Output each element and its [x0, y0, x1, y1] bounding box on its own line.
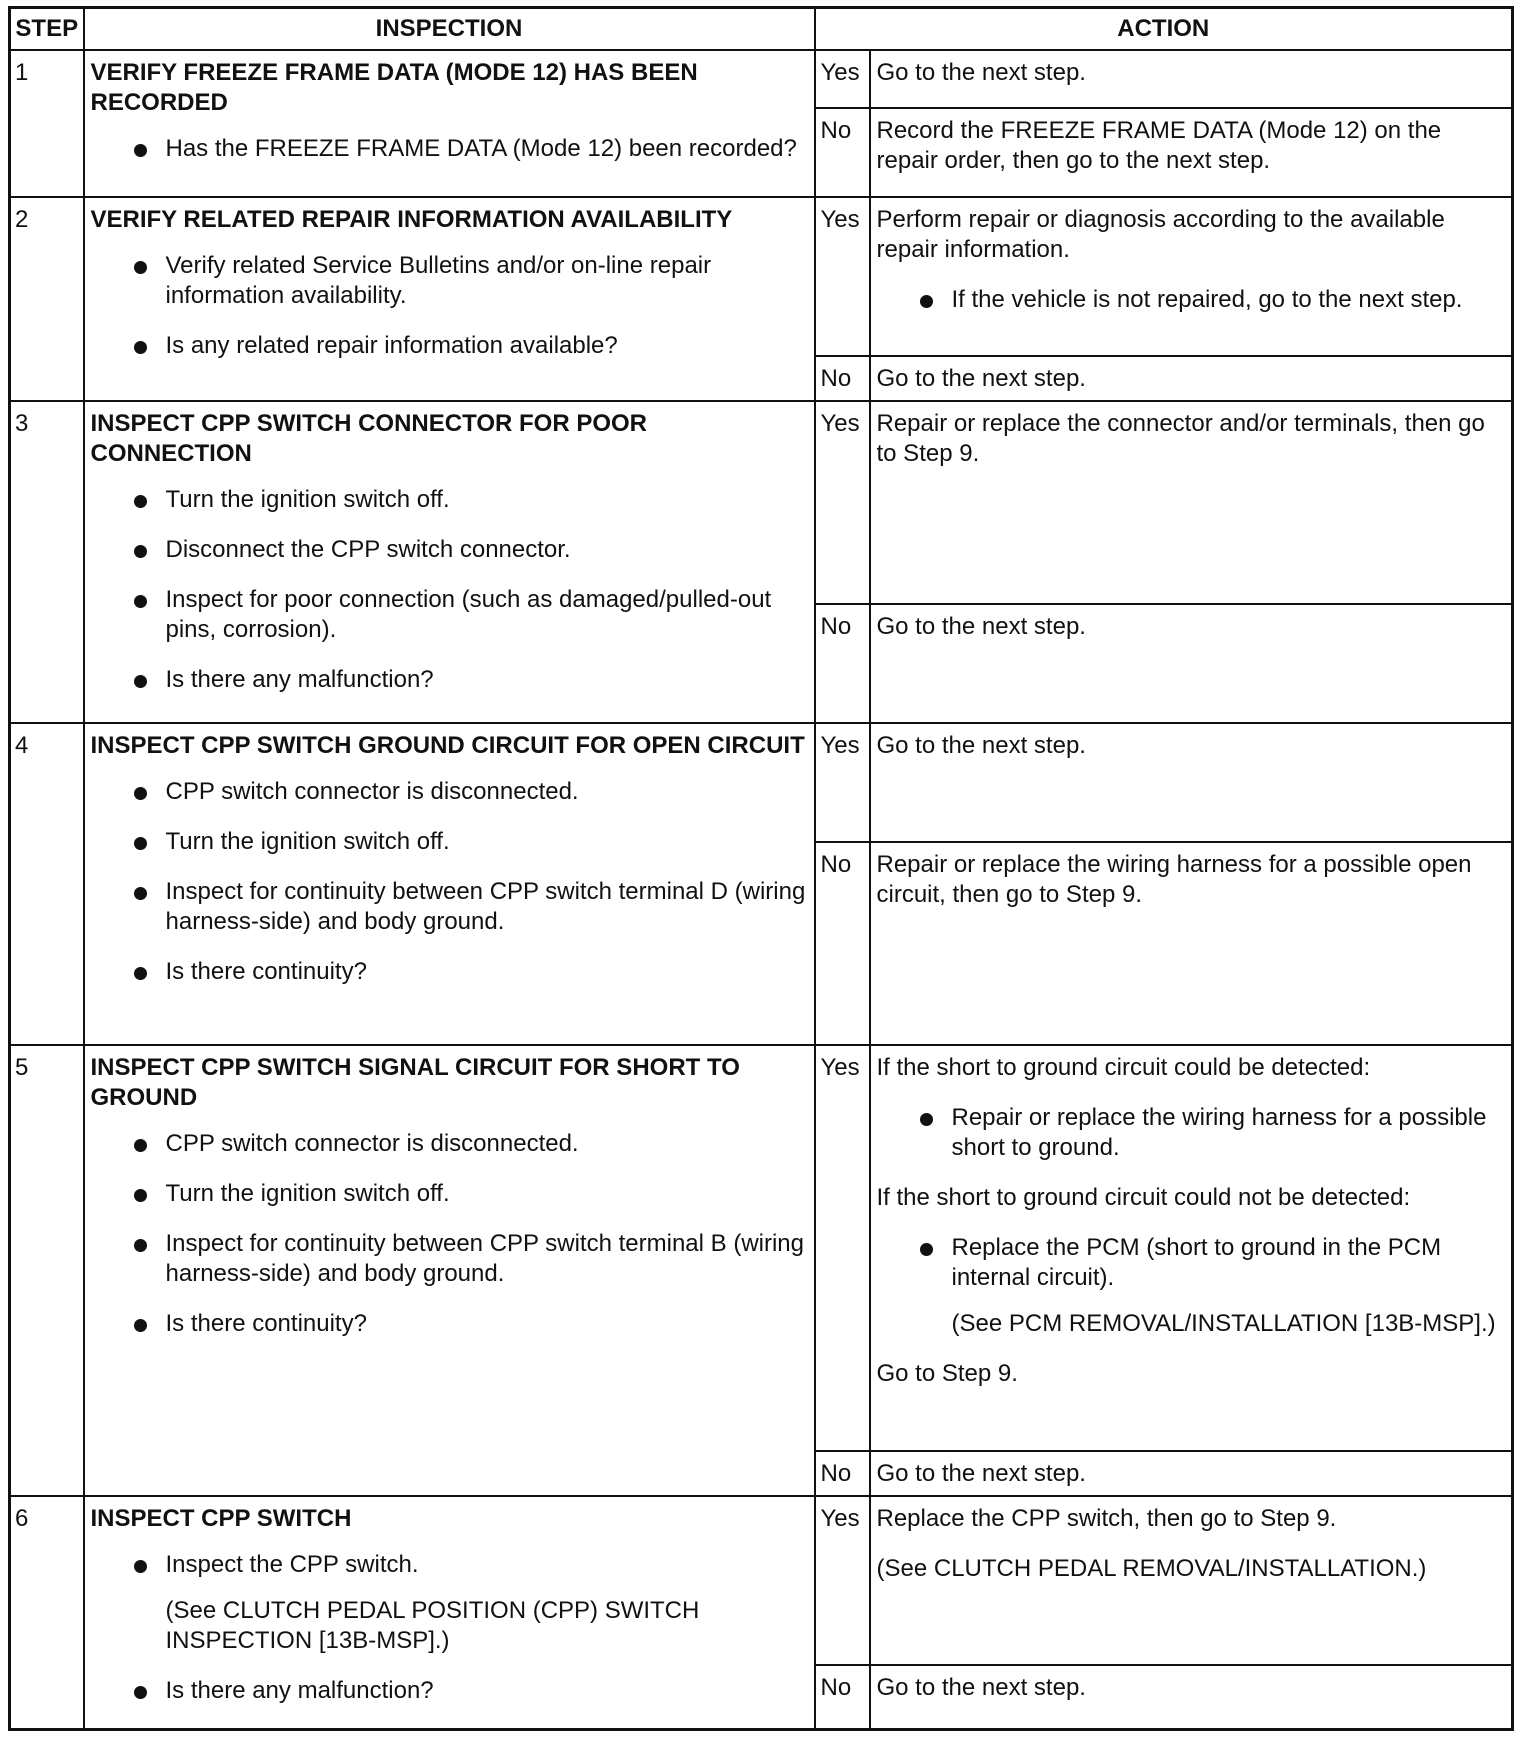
no-label: No	[815, 356, 870, 401]
bullet-icon	[134, 341, 147, 354]
inspection-cell	[84, 1045, 815, 1496]
inspection-bullet: Inspect for poor connection (such as damaged/pulled-out pins, corrosion).	[91, 585, 808, 645]
no-action: Go to the next step.	[870, 356, 1513, 401]
no-label: No	[815, 1451, 870, 1496]
inspection-bullet: Turn the ignition switch off.	[91, 485, 808, 515]
inspection-bullet: Inspect for continuity between CPP switch terminal D (wiring harness-side) and body ground.	[91, 877, 808, 937]
action-bullet: If the vehicle is not repaired, go to the next step.	[877, 285, 1506, 315]
yes-action-cell	[870, 1045, 1513, 1451]
step-number: 4	[10, 723, 84, 1045]
inspection-bullet: Is there continuity?	[91, 957, 808, 987]
yes-action-line: Go to Step 9.	[876, 1360, 1018, 1387]
reference-note: (See CLUTCH PEDAL POSITION (CPP) SWITCH INSPECTION [13B-MSP].)	[165, 1597, 700, 1654]
inspection-bullet: CPP switch connector is disconnected.	[91, 1129, 808, 1159]
bullet-icon	[134, 1139, 147, 1152]
inspection-bullet: Is there any malfunction?	[91, 665, 808, 695]
inspection-bullet: Is any related repair information available?	[91, 331, 808, 361]
inspection-cell	[84, 197, 815, 401]
inspection-cell	[84, 1496, 815, 1729]
inspection-bullet: Turn the ignition switch off.	[91, 1179, 808, 1209]
inspection-bullet: Disconnect the CPP switch connector.	[91, 535, 808, 565]
no-action: Repair or replace the wiring harness for a possible open circuit, then go to Step 9.	[870, 842, 1513, 1045]
step-4-yes-row	[10, 723, 1513, 842]
yes-action-line: If the short to ground circuit could be detected:	[876, 1054, 1371, 1081]
no-label: No	[815, 604, 870, 723]
bullet-icon	[134, 545, 147, 558]
no-label: No	[815, 842, 870, 1045]
step-number: 2	[10, 197, 84, 401]
yes-action-cell	[870, 1496, 1513, 1665]
step-5-yes-row	[10, 1045, 1513, 1451]
step-2-yes-row	[10, 197, 1513, 356]
inspection-bullet: Is there any malfunction?	[91, 1676, 808, 1706]
yes-action: Perform repair or diagnosis according to the available repair information.	[876, 206, 1445, 263]
yes-action-cell	[870, 197, 1513, 356]
step-number: 5	[10, 1045, 84, 1496]
bullet-icon	[134, 837, 147, 850]
reference-note: (See PCM REMOVAL/INSTALLATION [13B-MSP].)	[951, 1310, 1496, 1337]
yes-label: Yes	[815, 723, 870, 842]
yes-action-line: If the short to ground circuit could not be detected:	[876, 1184, 1411, 1211]
no-label: No	[815, 108, 870, 197]
reference-note: (See CLUTCH PEDAL REMOVAL/INSTALLATION.)	[876, 1555, 1427, 1582]
bullet-icon	[134, 1686, 147, 1699]
inspection-cell	[84, 401, 815, 723]
inspection-header: INSPECTION	[84, 8, 815, 51]
bullet-icon	[920, 1243, 933, 1256]
bullet-icon	[134, 144, 147, 157]
step-1-yes-row	[10, 50, 1513, 108]
inspection-bullet: Turn the ignition switch off.	[91, 827, 808, 857]
yes-label: Yes	[815, 197, 870, 356]
action-header: ACTION	[815, 8, 1513, 51]
bullet-icon	[134, 887, 147, 900]
inspection-cell	[84, 50, 815, 197]
action-bullet: Repair or replace the wiring harness for a possible short to ground.	[877, 1103, 1506, 1163]
bullet-icon	[134, 595, 147, 608]
step-title: INSPECT CPP SWITCH	[90, 1505, 352, 1532]
yes-action: Go to the next step.	[870, 50, 1513, 108]
bullet-icon	[134, 1319, 147, 1332]
step-title: INSPECT CPP SWITCH CONNECTOR FOR POOR CONNECTION	[90, 410, 647, 467]
bullet-icon	[134, 261, 147, 274]
inspection-bullet: Is there continuity?	[91, 1309, 808, 1339]
no-action: Record the FREEZE FRAME DATA (Mode 12) on the repair order, then go to the next step.	[870, 108, 1513, 197]
bullet-icon	[920, 295, 933, 308]
yes-action: Replace the CPP switch, then go to Step 9.	[876, 1505, 1337, 1532]
step-3-yes-row	[10, 401, 1513, 604]
bullet-icon	[134, 1239, 147, 1252]
yes-action: Repair or replace the connector and/or terminals, then go to Step 9.	[870, 401, 1513, 604]
step-header: STEP	[10, 8, 84, 51]
inspection-bullet: CPP switch connector is disconnected.	[91, 777, 808, 807]
inspection-bullet: Verify related Service Bulletins and/or on-line repair information availability.	[91, 251, 808, 311]
step-title: VERIFY FREEZE FRAME DATA (MODE 12) HAS BEEN RECORDED	[90, 59, 698, 116]
step-number: 6	[10, 1496, 84, 1729]
bullet-icon	[134, 1189, 147, 1202]
bullet-icon	[134, 675, 147, 688]
step-number: 3	[10, 401, 84, 723]
bullet-icon	[134, 787, 147, 800]
inspection-bullet: Has the FREEZE FRAME DATA (Mode 12) been recorded?	[91, 134, 808, 164]
step-title: VERIFY RELATED REPAIR INFORMATION AVAILABILITY	[90, 206, 733, 233]
step-number: 1	[10, 50, 84, 197]
no-label: No	[815, 1665, 870, 1729]
bullet-icon	[920, 1113, 933, 1126]
inspection-bullet: Inspect the CPP switch. (See CLUTCH PEDAL POSITION (CPP) SWITCH INSPECTION [13B-MSP].)	[91, 1550, 808, 1656]
no-action: Go to the next step.	[870, 604, 1513, 723]
bullet-icon	[134, 495, 147, 508]
action-bullet: Replace the PCM (short to ground in the PCM internal circuit). (See PCM REMOVAL/INSTALLATION [13B-MSP].)	[877, 1233, 1506, 1339]
no-action: Go to the next step.	[870, 1665, 1513, 1729]
step-6-yes-row	[10, 1496, 1513, 1665]
bullet-icon	[134, 967, 147, 980]
yes-label: Yes	[815, 401, 870, 604]
header-row	[10, 8, 1513, 51]
diagnostic-table	[8, 6, 1514, 1731]
step-title: INSPECT CPP SWITCH SIGNAL CIRCUIT FOR SHORT TO GROUND	[90, 1054, 740, 1111]
inspection-cell	[84, 723, 815, 1045]
step-title: INSPECT CPP SWITCH GROUND CIRCUIT FOR OPEN CIRCUIT	[90, 732, 805, 759]
no-action: Go to the next step.	[870, 1451, 1513, 1496]
diagnostic-procedure-page	[8, 6, 1514, 1731]
inspection-bullet: Inspect for continuity between CPP switch terminal B (wiring harness-side) and body ground.	[91, 1229, 808, 1289]
yes-action: Go to the next step.	[870, 723, 1513, 842]
yes-label: Yes	[815, 50, 870, 108]
yes-label: Yes	[815, 1496, 870, 1665]
yes-label: Yes	[815, 1045, 870, 1451]
bullet-icon	[134, 1560, 147, 1573]
